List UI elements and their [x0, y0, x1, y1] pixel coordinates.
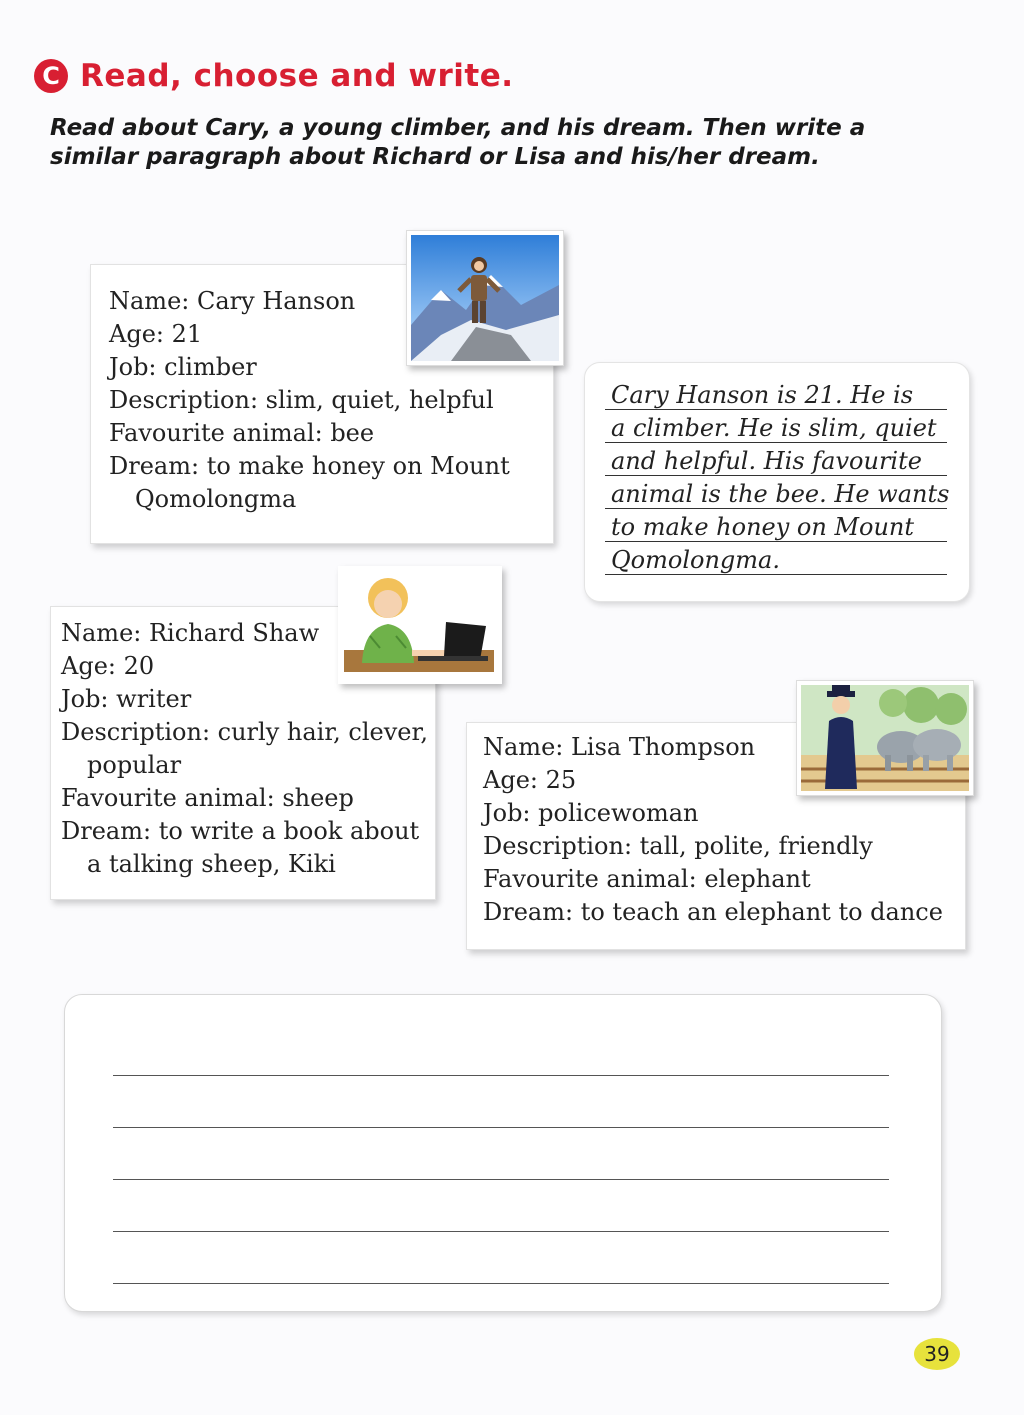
page-number: 39 — [914, 1338, 960, 1370]
writing-line[interactable] — [113, 1127, 889, 1128]
example-paragraph-line: to make honey on Mount — [605, 513, 947, 542]
richard-dream-cont: a talking sheep, Kiki — [87, 850, 336, 878]
exercise-badge: C — [34, 59, 68, 93]
richard-dream: Dream: to write a book about — [61, 817, 420, 845]
writer-laptop-icon — [340, 568, 500, 682]
example-paragraph-line: Cary Hanson is 21. He is — [605, 381, 947, 410]
lisa-favourite-animal: Favourite animal: elephant — [483, 865, 811, 893]
richard-description: Description: curly hair, clever, — [61, 718, 428, 746]
richard-picture — [338, 566, 502, 684]
lisa-picture — [796, 680, 974, 796]
example-paragraph-line: Qomolongma. — [605, 546, 947, 575]
mountain-climber-icon — [411, 235, 559, 361]
example-paragraph-line: animal is the bee. He wants — [605, 480, 947, 509]
cary-picture — [406, 230, 564, 366]
writing-line[interactable] — [113, 1179, 889, 1180]
richard-favourite-animal: Favourite animal: sheep — [61, 784, 354, 812]
example-paragraph-line: and helpful. His favourite — [605, 447, 947, 476]
cary-job: Job: climber — [109, 353, 257, 381]
writing-area[interactable] — [64, 994, 942, 1312]
cary-favourite-animal: Favourite animal: bee — [109, 419, 375, 447]
richard-description-cont: popular — [87, 751, 182, 779]
lisa-description: Description: tall, polite, friendly — [483, 832, 873, 860]
cary-dream: Dream: to make honey on Mount — [109, 452, 510, 480]
cary-dream-cont: Qomolongma — [135, 485, 297, 513]
exercise-instructions: Read about Cary, a young climber, and his dream. Then write a similar paragraph about Richard or Lisa and his/her dream. — [50, 115, 866, 170]
exercise-title: Read, choose and write. — [80, 58, 514, 94]
example-paragraph-line: a climber. He is slim, quiet — [605, 414, 947, 443]
example-paragraph-box — [584, 362, 970, 602]
richard-age: Age: 20 — [61, 652, 155, 680]
lisa-name: Name: Lisa Thompson — [483, 733, 756, 761]
lisa-job: Job: policewoman — [483, 799, 699, 827]
writing-line[interactable] — [113, 1283, 889, 1284]
richard-job: Job: writer — [61, 685, 192, 713]
cary-description: Description: slim, quiet, helpful — [109, 386, 494, 414]
cary-age: Age: 21 — [109, 320, 203, 348]
policewoman-elephants-icon — [801, 685, 969, 791]
writing-line[interactable] — [113, 1231, 889, 1232]
writing-line[interactable] — [113, 1075, 889, 1076]
exercise-header — [34, 58, 514, 94]
richard-name: Name: Richard Shaw — [61, 619, 320, 647]
lisa-age: Age: 25 — [483, 766, 577, 794]
lisa-dream: Dream: to teach an elephant to dance — [483, 898, 943, 926]
cary-name: Name: Cary Hanson — [109, 287, 356, 315]
